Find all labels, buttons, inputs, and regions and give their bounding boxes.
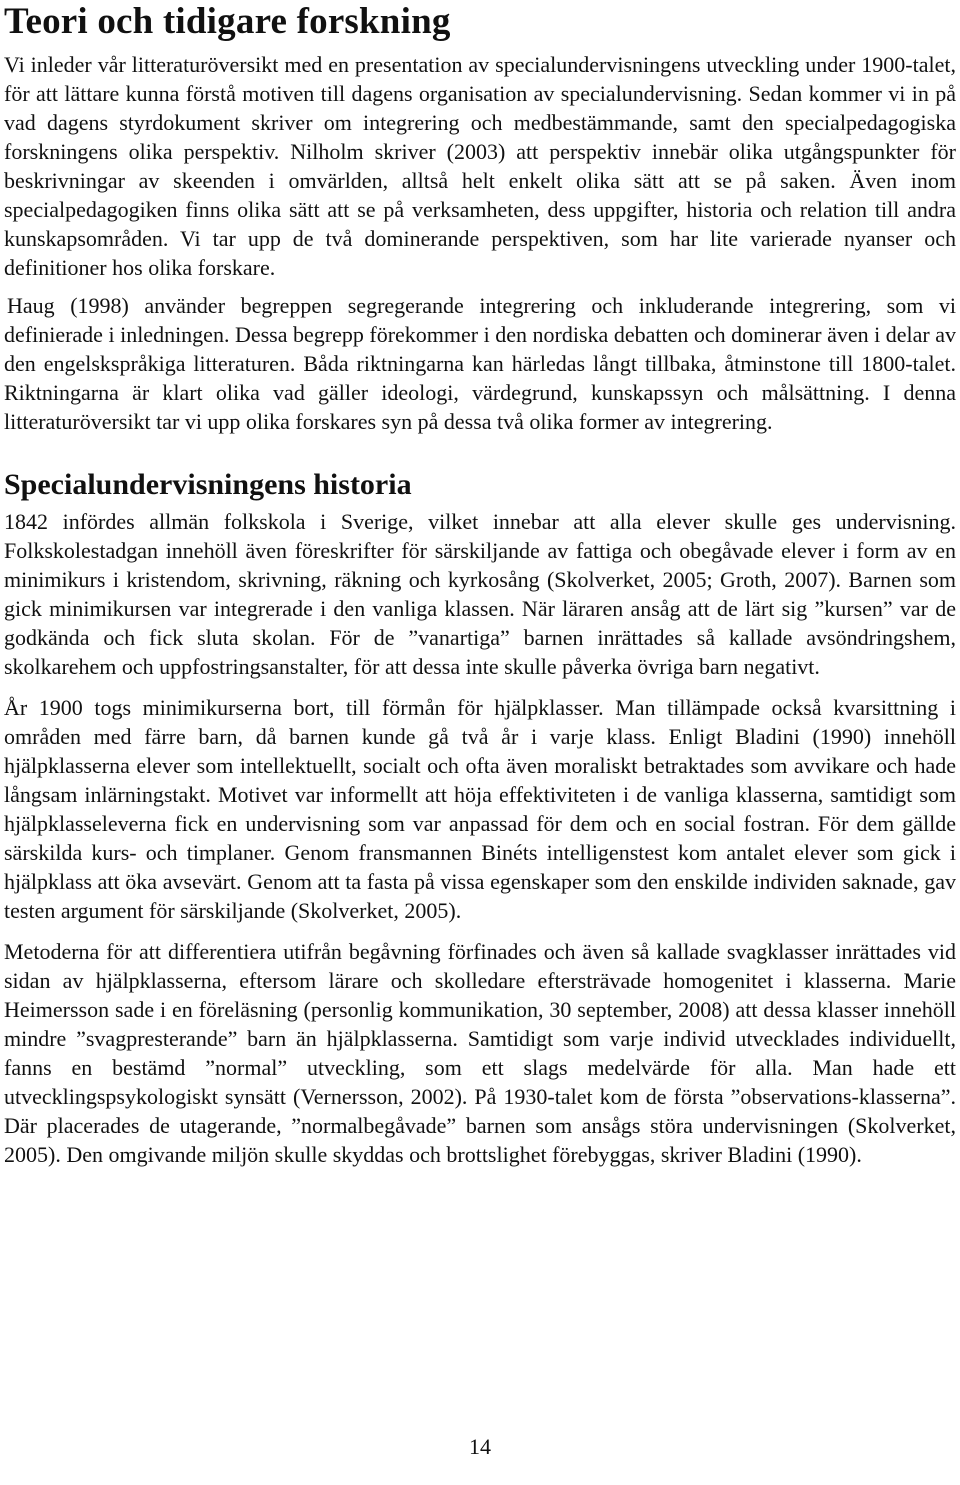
history-paragraph-methods: Metoderna för att differentiera utifrån begåvning förfinades och även så kallade svagklasser inrättades vid sidan av hjälpklasserna, eftersom lärare och skolledare eftersträvade homogenitet i klasserna. Marie Heimersson sade i en föreläsning (personlig kommunikation, 30 september, 2008) att dessa klasser innehöll mindre ”svagpresterande” barn än hjälpklasserna. Samtidigt som varje individ utvecklades individuellt, fanns en bestämd ”normal” utveckling, som ett slags medelvärde för alla. Man hade ett utvecklingspsykologiskt synsätt (Vernersson, 2002). På 1930-talet kom de första ”observations-klasserna”. Där placerades de utagerande, ”normalbegåvade” barnen som ansågs störa undervisningen (Skolverket, 2005). Den omgivande miljön skulle skyddas och brottslighet förebyggas, skriver Bladini (1990). [4,939,956,1167]
history-paragraph-1842: 1842 infördes allmän folkskola i Sverige, vilket innebar att alla elever skulle ges undervisning. Folkskolestadgan innehöll även föreskrifter för särskiljande av fattiga och obegåvade elever i form av en minimikurs i kristendom, skrivning, räkning och kyrkosång (Skolverket, 2005; Groth, 2007). Barnen som gick minimikursen var integrerade i den vanliga klassen. När läraren ansåg att de lärt sig ”kursen” var de godkända och fick sluta skolan. För de ”vanartiga” barnen inrättades så kallade avsöndringshem, skolkarehem och uppfostringsanstalter, för att dessa inte skulle påverka övriga barn negativt. [4,509,956,679]
section-heading: Teori och tidigare forskning [4,1,451,42]
page-number: 14 [469,1434,491,1459]
history-paragraph-1900: År 1900 togs minimikurserna bort, till förmån för hjälpklasser. Man tillämpade också kvarsittning i områden med färre barn, då barnen kunde gå två år i varje klass. Enligt Bladini (1990) innehöll hjälpklasserna elever som intellektuellt, socialt och ofta även moraliskt betraktades som avvikare och hade långsam inlärningstakt. Motivet var informellt att höja effektiviteten i de vanliga klasserna, samtidigt som hjälpklasseleverna fick en undervisning som var anpassad för dem och en social fostran. För dem gällde särskilda kurs- och timplaner. Genom fransmannen Binéts intelligenstest kom antalet elever som gick i hjälpklass att öka avsevärt. Genom att ta fasta på vissa egenskaper som den enskilde individen saknade, gav testen argument för särskiljande (Skolverket, 2005). [4,695,956,923]
haug-paragraph: Haug (1998) använder begreppen segregerande integrering och inkluderande integrering, som vi definierade i inledningen. Dessa begrepp förekommer i den nordiska debatten och dominerar även i delar av den engelskspråkiga litteraturen. Båda riktningarna kan härledas långt tillbaka, åtminstone till 1800-talet. Riktningarna är klart olika vad gäller ideologi, värdegrund, kunskapssyn och målsättning. I denna litteraturöversikt tar vi upp olika forskares syn på dessa två olika former av integrering. [4,293,956,434]
history-subheading: Specialundervisningens historia [4,468,412,501]
intro-paragraph: Vi inleder vår litteraturöversikt med en presentation av specialundervisningens utveckling under 1900-talet, för att lättare kunna förstå motiven till dagens organisation av specialundervisning. Sedan kommer vi in på vad dagens styrdokument skriver om integrering och medbestämmande, samt den specialpedagogiska forskningens olika perspektiv. Nilholm skriver (2003) att perspektiv innebär olika utgångspunkter för beskrivningar av skeenden i omvärlden, alltså helt enkelt olika sätt att se på saken. Även inom specialpedagogiken finns olika sätt att se på verksamheten, dess uppgifter, historia och relation till andra kunskapsområden. Vi tar upp de två dominerande perspektiven, som har lite varierade nyanser och definitioner hos olika forskare. [4,52,956,280]
